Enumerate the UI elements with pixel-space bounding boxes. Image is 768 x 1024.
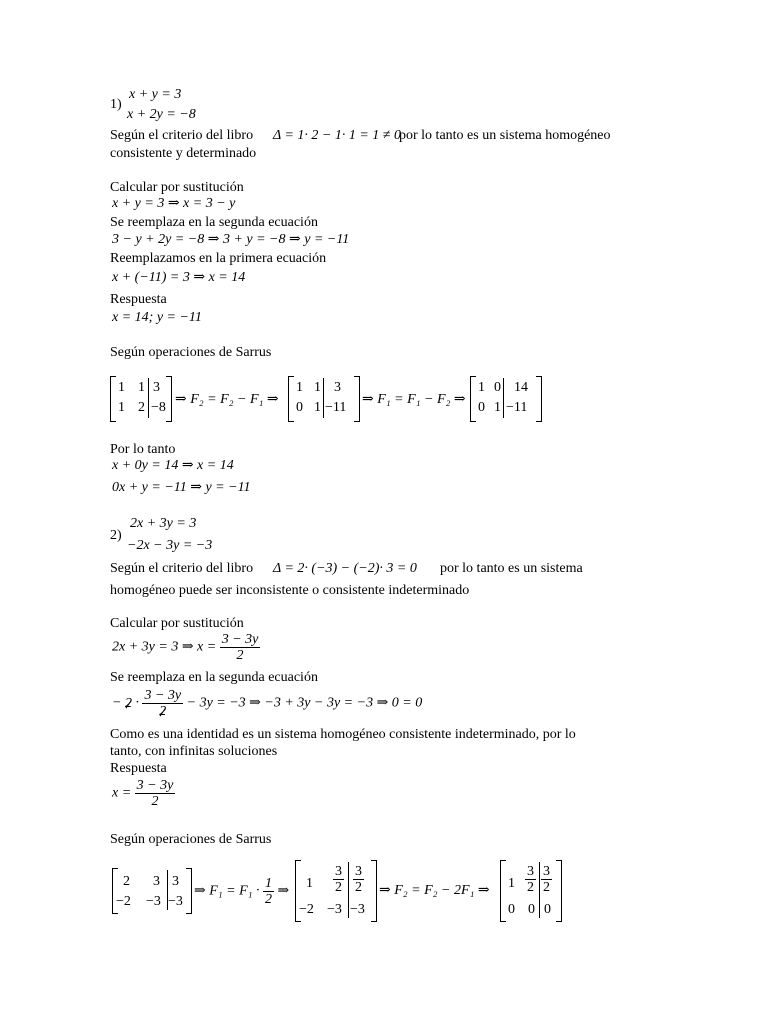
matrix-cell: 1 xyxy=(314,380,321,395)
matrix-cell: 3 xyxy=(172,874,179,889)
fraction xyxy=(525,864,536,895)
fraction-denominator: 2 xyxy=(236,648,244,663)
fraction-denominator: 2 xyxy=(355,880,362,895)
reemplaza-2-title: Se reemplaza en la segunda ecuación xyxy=(110,670,318,685)
matrix-cell: 0 xyxy=(508,902,515,917)
matrix-2c xyxy=(500,860,562,922)
reemplazamos-1-title: Reemplazamos en la primera ecuación xyxy=(110,251,327,266)
fraction-numerator: 3 − 3y xyxy=(136,778,174,793)
system-1-equation-2: x + 2y = −8 xyxy=(127,107,196,122)
fraction-denominator: 2 xyxy=(335,880,342,895)
fraction-denominator: 2 xyxy=(151,794,159,809)
calc-1-step1: x + y = 3 ⇒ x = 3 − y xyxy=(112,196,236,211)
fraction-denominator: 2 xyxy=(159,704,167,719)
fraction xyxy=(333,864,344,895)
matrix-1c xyxy=(470,376,542,422)
fraction xyxy=(541,864,552,895)
reemplaza-1-title: Se reemplaza en la segunda ecuación xyxy=(110,215,318,230)
fraction-numerator: 3 xyxy=(355,864,362,879)
result-1-line1: x + 0y = 14 ⇒ x = 14 xyxy=(112,458,234,473)
system-2-equation-2: −2x − 3y = −3 xyxy=(127,538,213,553)
matrix-cell: 1 xyxy=(118,400,125,415)
step2-struck-factor: 2 xyxy=(124,695,132,711)
fraction-denominator: 2 xyxy=(265,892,273,907)
matrix-cell: 1 xyxy=(478,380,485,395)
criterio-2-prefix: Según el criterio del libro xyxy=(110,561,254,576)
matrix-cell: 0 xyxy=(528,902,535,917)
matrix-cell: 3 xyxy=(153,874,160,889)
criterio-2-formula: Δ = 2· (−3) − (−2)· 3 = 0 xyxy=(273,561,417,576)
calc-2-step2 xyxy=(112,688,422,719)
matrix-1b xyxy=(288,376,360,422)
fraction-numerator: 3 xyxy=(543,864,550,879)
matrix-cell: 1 xyxy=(138,380,145,395)
matrix-cell: 1 xyxy=(118,380,125,395)
fraction-numerator: 3 xyxy=(335,864,342,879)
calc-1-step2: 3 − y + 2y = −8 ⇒ 3 + y = −8 ⇒ y = −11 xyxy=(112,232,350,247)
matrix-cell: 1 xyxy=(296,380,303,395)
identidad-line2: tanto, con infinitas soluciones xyxy=(110,744,278,759)
step2-rest: − 3y = −3 ⇒ −3 + 3y − 3y = −3 ⇒ 0 = 0 xyxy=(186,695,423,711)
matrix-cell: 1 xyxy=(306,876,313,891)
respuesta-1-value: x = 14; y = −11 xyxy=(112,310,202,325)
matrix-cell: 0 xyxy=(296,400,303,415)
sarrus-1-title: Según operaciones de Sarrus xyxy=(110,345,272,360)
matrix-cell: 3 xyxy=(153,380,160,395)
identidad-line1: Como es una identidad es un sistema homogéneo consistente indeterminado, por lo xyxy=(110,727,576,742)
matrix-cell: 1 xyxy=(494,400,501,415)
criterio-1-prefix: Según el criterio del libro xyxy=(110,128,254,143)
calc-2-step1-left: 2x + 3y = 3 ⇒ x = xyxy=(112,639,217,655)
matrix-cell: 0 xyxy=(478,400,485,415)
criterio-1-formula: Δ = 1· 2 − 1· 1 = 1 ≠ 0 xyxy=(273,128,401,143)
sarrus-2-operation-1: ⇒ F₁ = F₁ · $\frac{1}{2}$ ⇒ xyxy=(194,876,290,907)
calc-2-title: Calcular por sustitución xyxy=(110,616,244,631)
fraction-denominator: 2 xyxy=(527,880,534,895)
matrix-cell: −8 xyxy=(151,400,166,415)
fraction-numerator: 3 − 3y xyxy=(144,688,182,703)
matrix-cell: −3 xyxy=(327,902,342,917)
matrix-cell: −3 xyxy=(168,894,183,909)
matrix-2b xyxy=(295,860,377,922)
calc-2-step1 xyxy=(112,632,260,663)
sarrus-1-operation-1: ⇒ F₂ = F₂ − F₁ ⇒ xyxy=(175,392,279,407)
matrix-cell: −2 xyxy=(299,902,314,917)
respuesta-2-value xyxy=(112,778,175,809)
fraction xyxy=(263,876,274,907)
criterio-2-suffix: por lo tanto es un sistema xyxy=(440,561,583,576)
system-1-equation-1: x + y = 3 xyxy=(129,87,182,102)
fraction xyxy=(142,688,183,719)
criterio-1-suffix: por lo tanto es un sistema homogéneo xyxy=(399,128,611,143)
criterio-2-line2: homogéneo puede ser inconsistente o consistente indeterminado xyxy=(110,583,470,598)
por-lo-tanto-title: Por lo tanto xyxy=(110,442,176,457)
matrix-cell: 0 xyxy=(544,902,551,917)
matrix-cell: 2 xyxy=(138,400,145,415)
fraction xyxy=(220,632,261,663)
fraction-numerator: 3 − 3y xyxy=(221,632,259,647)
step2-prefix: − xyxy=(112,695,122,711)
problem-2-number: 2) xyxy=(110,528,122,543)
fraction-numerator: 3 xyxy=(527,864,534,879)
respuesta-2-left: x = xyxy=(112,785,132,801)
fraction xyxy=(135,778,176,809)
multiply-dot: · xyxy=(135,695,139,711)
matrix-2a xyxy=(112,868,192,914)
fraction-numerator: 1 xyxy=(265,876,273,891)
problem-1-number: 1) xyxy=(110,97,122,112)
sarrus-1-operation-2: ⇒ F₁ = F₁ − F₂ ⇒ xyxy=(362,392,466,407)
matrix-cell: 0 xyxy=(494,380,501,395)
system-2-equation-1: 2x + 3y = 3 xyxy=(130,516,197,531)
matrix-cell: 1 xyxy=(508,876,515,891)
matrix-cell: −3 xyxy=(146,894,161,909)
respuesta-1-title: Respuesta xyxy=(110,292,167,307)
matrix-cell: −11 xyxy=(506,400,528,415)
sarrus-2-title: Según operaciones de Sarrus xyxy=(110,832,272,847)
criterio-1-line2: consistente y determinado xyxy=(110,146,257,161)
sarrus-2-operation-2: ⇒ F₂ = F₂ − 2F₁ ⇒ xyxy=(379,883,490,898)
matrix-1a xyxy=(110,376,172,422)
fraction xyxy=(353,864,364,895)
result-1-line2: 0x + y = −11 ⇒ y = −11 xyxy=(112,480,251,495)
matrix-cell: −11 xyxy=(325,400,347,415)
matrix-cell: 1 xyxy=(314,400,321,415)
matrix-cell: −2 xyxy=(116,894,131,909)
matrix-cell: 14 xyxy=(514,380,528,395)
matrix-cell: 2 xyxy=(123,874,130,889)
respuesta-2-title: Respuesta xyxy=(110,761,167,776)
fraction-denominator: 2 xyxy=(543,880,550,895)
matrix-cell: 3 xyxy=(334,380,341,395)
calc-1-step3: x + (−11) = 3 ⇒ x = 14 xyxy=(112,270,246,285)
calc-1-title: Calcular por sustitución xyxy=(110,180,244,195)
matrix-cell: −3 xyxy=(350,902,365,917)
